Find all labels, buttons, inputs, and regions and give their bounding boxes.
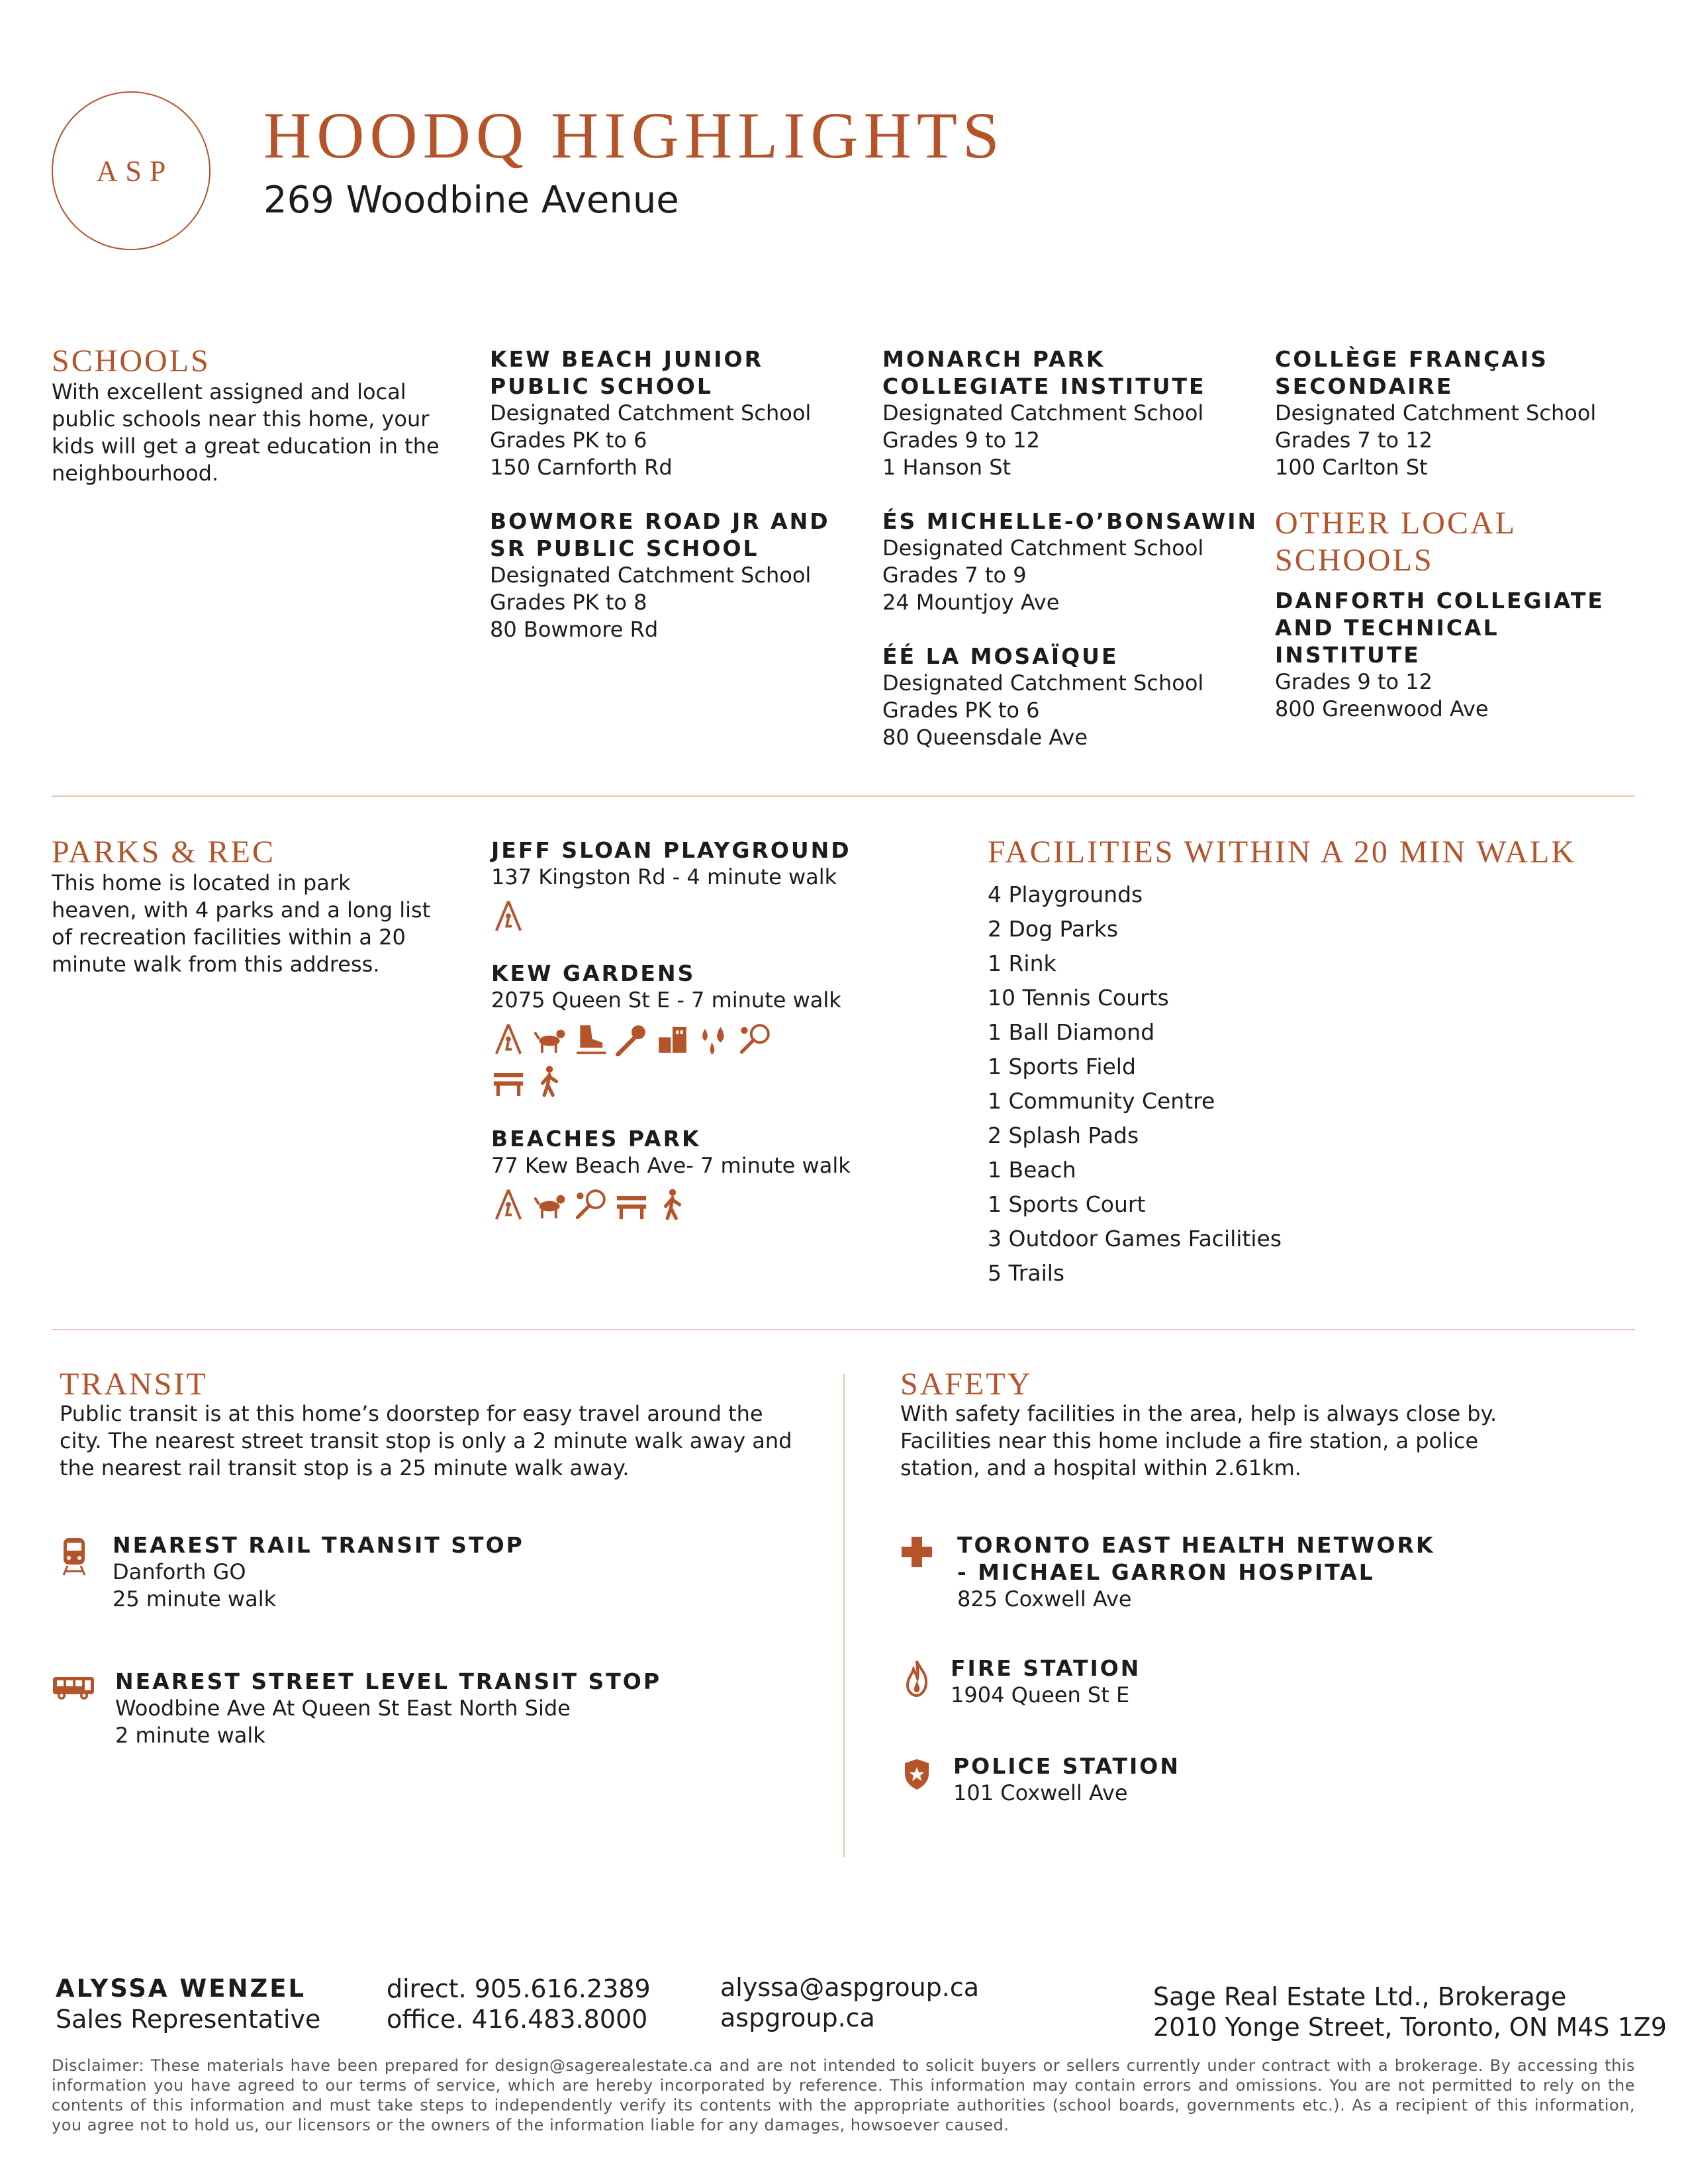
schools-column-2 xyxy=(882,345,1260,778)
hospital xyxy=(957,1531,1619,1613)
playground-icon xyxy=(491,899,526,933)
playground-icon xyxy=(491,1187,526,1222)
hospital-name-line2: - MICHAEL GARRON HOSPITAL xyxy=(957,1559,1375,1585)
trail-icon xyxy=(532,1064,567,1099)
park-detail: 77 Kew Beach Ave- 7 minute walk xyxy=(491,1153,851,1178)
dog-icon xyxy=(532,1187,567,1222)
schools-description: With excellent assigned and local public schools near this home, your kids will get a great education in the neighbourhood. xyxy=(52,379,440,486)
agent-title: Sales Representative xyxy=(56,2005,321,2034)
hospital-cross-icon xyxy=(900,1535,933,1569)
park-detail: 137 Kingston Rd - 4 minute walk xyxy=(491,864,837,889)
facility-item: 2 Splash Pads xyxy=(988,1122,1139,1148)
school-entry xyxy=(882,508,1260,616)
park-icons xyxy=(491,1187,888,1222)
hospital-address: 825 Coxwell Ave xyxy=(957,1586,1132,1612)
train-icon xyxy=(61,1537,87,1578)
school-detail: Grades 7 to 9 xyxy=(882,563,1027,588)
school-detail: Designated Catchment School xyxy=(882,535,1204,561)
brokerage-name: Sage Real Estate Ltd., Brokerage xyxy=(1153,1982,1567,2011)
facility-item: 10 Tennis Courts xyxy=(988,985,1169,1011)
police-station-heading: POLICE STATION xyxy=(953,1753,1180,1779)
school-detail: 80 Bowmore Rd xyxy=(490,617,659,642)
transit-title: TRANSIT xyxy=(60,1367,208,1402)
school-name: COLLÈGE FRANÇAIS SECONDAIRE xyxy=(1275,346,1548,399)
fire-station-heading: FIRE STATION xyxy=(951,1655,1141,1681)
rail-stop xyxy=(113,1531,774,1613)
park-name: KEW GARDENS xyxy=(491,960,696,986)
logo-text: ASP xyxy=(96,154,174,187)
school-entry xyxy=(490,508,861,643)
hospital-name-line1: TORONTO EAST HEALTH NETWORK xyxy=(957,1532,1435,1558)
school-name: KEW BEACH JUNIOR PUBLIC SCHOOL xyxy=(490,346,763,399)
brokerage-address: 2010 Yonge Street, Toronto, ON M4S 1Z9 xyxy=(1153,2013,1667,2042)
agent-block xyxy=(56,1974,320,2034)
section-divider xyxy=(52,796,1635,797)
page-title: HOODQ HIGHLIGHTS xyxy=(263,99,1005,172)
facility-item: 1 Community Centre xyxy=(988,1088,1215,1114)
park-entry xyxy=(491,960,888,1099)
school-name: DANFORTH COLLEGIATE AND TECHNICAL INSTITUTE xyxy=(1275,588,1605,668)
school-detail: 800 Greenwood Ave xyxy=(1275,696,1489,721)
school-name: ÉÉ LA MOSAÏQUE xyxy=(882,643,1119,669)
street-stop xyxy=(115,1668,777,1749)
parks-description: This home is located in park heaven, with 4 parks and a long list of recreation facilities within a 20 minute walk from this address. xyxy=(52,870,431,977)
office-phone[interactable]: office. 416.483.8000 xyxy=(387,2005,648,2034)
park-icons xyxy=(491,1022,888,1056)
transit-description: Public transit is at this home’s doorstep for easy travel around the city. The nearest street transit stop is only a 2 minute walk away and the nearest rail transit stop is a 25 minute walk away. xyxy=(60,1401,792,1480)
school-detail: Designated Catchment School xyxy=(490,563,812,588)
school-name: ÉS MICHELLE-O’BONSAWIN xyxy=(882,508,1258,534)
facilities-title: FACILITIES WITHIN A 20 MIN WALK xyxy=(988,835,1576,870)
school-detail: Grades 9 to 12 xyxy=(882,428,1040,453)
safety-title: SAFETY xyxy=(900,1367,1033,1402)
school-detail: 80 Queensdale Ave xyxy=(882,725,1088,750)
park-name: BEACHES PARK xyxy=(491,1126,701,1152)
contact-block xyxy=(720,1972,979,2033)
disclaimer: Disclaimer: These materials have been prepared for design@sagerealestate.ca and are not intended to solicit buyers or sellers currently under contract with a brokerage. By accessing this information you have agreed to our terms of service, which are hereby incorporated by reference. This information may contain errors and omissions. You are not permitted to rely on the contents of this information and must take steps to independently verify its contents with the appropriate authorities (school boards, governments etc.). As a recipient of this information, you agree not to hold us, our licensors or the owners of the information liable for any damages, howsoever caused. xyxy=(52,2056,1635,2134)
bench-icon xyxy=(614,1187,649,1222)
school-entry xyxy=(882,643,1260,751)
facilities-list xyxy=(988,878,1583,1291)
facility-item: 1 Sports Field xyxy=(988,1054,1136,1079)
bench-icon xyxy=(491,1064,526,1099)
police-badge-icon xyxy=(903,1758,931,1791)
facility-item: 3 Outdoor Games Facilities xyxy=(988,1226,1282,1251)
parks-title: PARKS & REC xyxy=(52,835,276,870)
police-station xyxy=(953,1752,1615,1807)
facility-item: 1 Beach xyxy=(988,1157,1076,1183)
safety-description: With safety facilities in the area, help is always close by. Facilities near this home include a fire station, a police station, and a hospital within 2.61km. xyxy=(900,1401,1497,1480)
school-detail: 1 Hanson St xyxy=(882,455,1011,480)
baseball-icon xyxy=(614,1022,649,1056)
street-stop-walk: 2 minute walk xyxy=(115,1723,265,1748)
school-name: MONARCH PARK COLLEGIATE INSTITUTE xyxy=(882,346,1206,399)
other-schools-title: OTHER LOCAL SCHOOLS xyxy=(1275,506,1516,578)
school-detail: Designated Catchment School xyxy=(1275,400,1597,426)
police-station-address: 101 Coxwell Ave xyxy=(953,1780,1128,1805)
fire-station-address: 1904 Queen St E xyxy=(951,1682,1130,1707)
school-detail: Grades PK to 6 xyxy=(490,428,647,453)
schools-title: SCHOOLS xyxy=(52,343,211,379)
email-link[interactable]: alyssa@aspgroup.ca xyxy=(720,1973,980,2002)
bus-icon xyxy=(52,1676,95,1701)
school-detail: Grades 7 to 12 xyxy=(1275,428,1432,453)
school-detail: Designated Catchment School xyxy=(882,670,1204,696)
park-entry xyxy=(491,837,888,933)
school-detail: Grades 9 to 12 xyxy=(1275,669,1432,694)
school-detail: Grades PK to 6 xyxy=(882,698,1040,723)
dog-icon xyxy=(532,1022,567,1056)
playground-icon xyxy=(491,1022,526,1056)
flame-icon xyxy=(906,1660,928,1697)
tennis-icon xyxy=(737,1022,772,1056)
facility-item: 2 Dog Parks xyxy=(988,916,1119,942)
school-detail: Grades PK to 8 xyxy=(490,590,647,615)
school-entry xyxy=(882,345,1260,481)
rail-stop-name: Danforth GO xyxy=(113,1559,246,1584)
splash-pad-icon xyxy=(696,1022,731,1056)
property-address: 269 Woodbine Avenue xyxy=(263,179,679,222)
asp-logo xyxy=(52,91,211,250)
school-name: BOWMORE ROAD JR AND SR PUBLIC SCHOOL xyxy=(490,508,830,561)
facility-item: 1 Rink xyxy=(988,950,1056,976)
school-detail: 150 Carnforth Rd xyxy=(490,455,673,480)
street-stop-heading: NEAREST STREET LEVEL TRANSIT STOP xyxy=(115,1668,661,1694)
skate-icon xyxy=(573,1022,608,1056)
trail-icon xyxy=(655,1187,690,1222)
school-entry xyxy=(1275,587,1632,723)
park-entry xyxy=(491,1125,888,1222)
brokerage-block xyxy=(1153,1981,1667,2042)
facility-item: 4 Playgrounds xyxy=(988,882,1143,907)
agent-name: ALYSSA WENZEL xyxy=(56,1974,306,2003)
rail-stop-heading: NEAREST RAIL TRANSIT STOP xyxy=(113,1532,524,1558)
school-detail: Designated Catchment School xyxy=(490,400,812,426)
column-divider xyxy=(843,1374,845,1857)
facility-item: 5 Trails xyxy=(988,1260,1065,1286)
park-icons xyxy=(491,899,888,933)
parks-list xyxy=(491,837,888,1222)
phone-block xyxy=(387,1974,651,2034)
park-icons xyxy=(491,1064,888,1099)
rail-stop-walk: 25 minute walk xyxy=(113,1586,277,1612)
park-detail: 2075 Queen St E - 7 minute walk xyxy=(491,987,841,1013)
school-entry xyxy=(490,345,861,481)
street-stop-name: Woodbine Ave At Queen St East North Side xyxy=(115,1696,571,1721)
school-detail: 100 Carlton St xyxy=(1275,455,1428,480)
community-centre-icon xyxy=(655,1022,690,1056)
facility-item: 1 Ball Diamond xyxy=(988,1019,1155,1045)
fire-station xyxy=(951,1655,1613,1709)
facility-item: 1 Sports Court xyxy=(988,1191,1146,1217)
school-detail: Designated Catchment School xyxy=(882,400,1204,426)
park-name: JEFF SLOAN PLAYGROUND xyxy=(491,837,851,863)
tennis-icon xyxy=(573,1187,608,1222)
schools-column-3 xyxy=(1275,345,1632,749)
section-divider xyxy=(52,1329,1635,1330)
direct-phone[interactable]: direct. 905.616.2389 xyxy=(387,1974,651,2003)
school-entry xyxy=(1275,345,1632,481)
website-link[interactable]: aspgroup.ca xyxy=(720,2003,875,2032)
school-detail: 24 Mountjoy Ave xyxy=(882,590,1060,615)
schools-column-1 xyxy=(490,345,861,670)
